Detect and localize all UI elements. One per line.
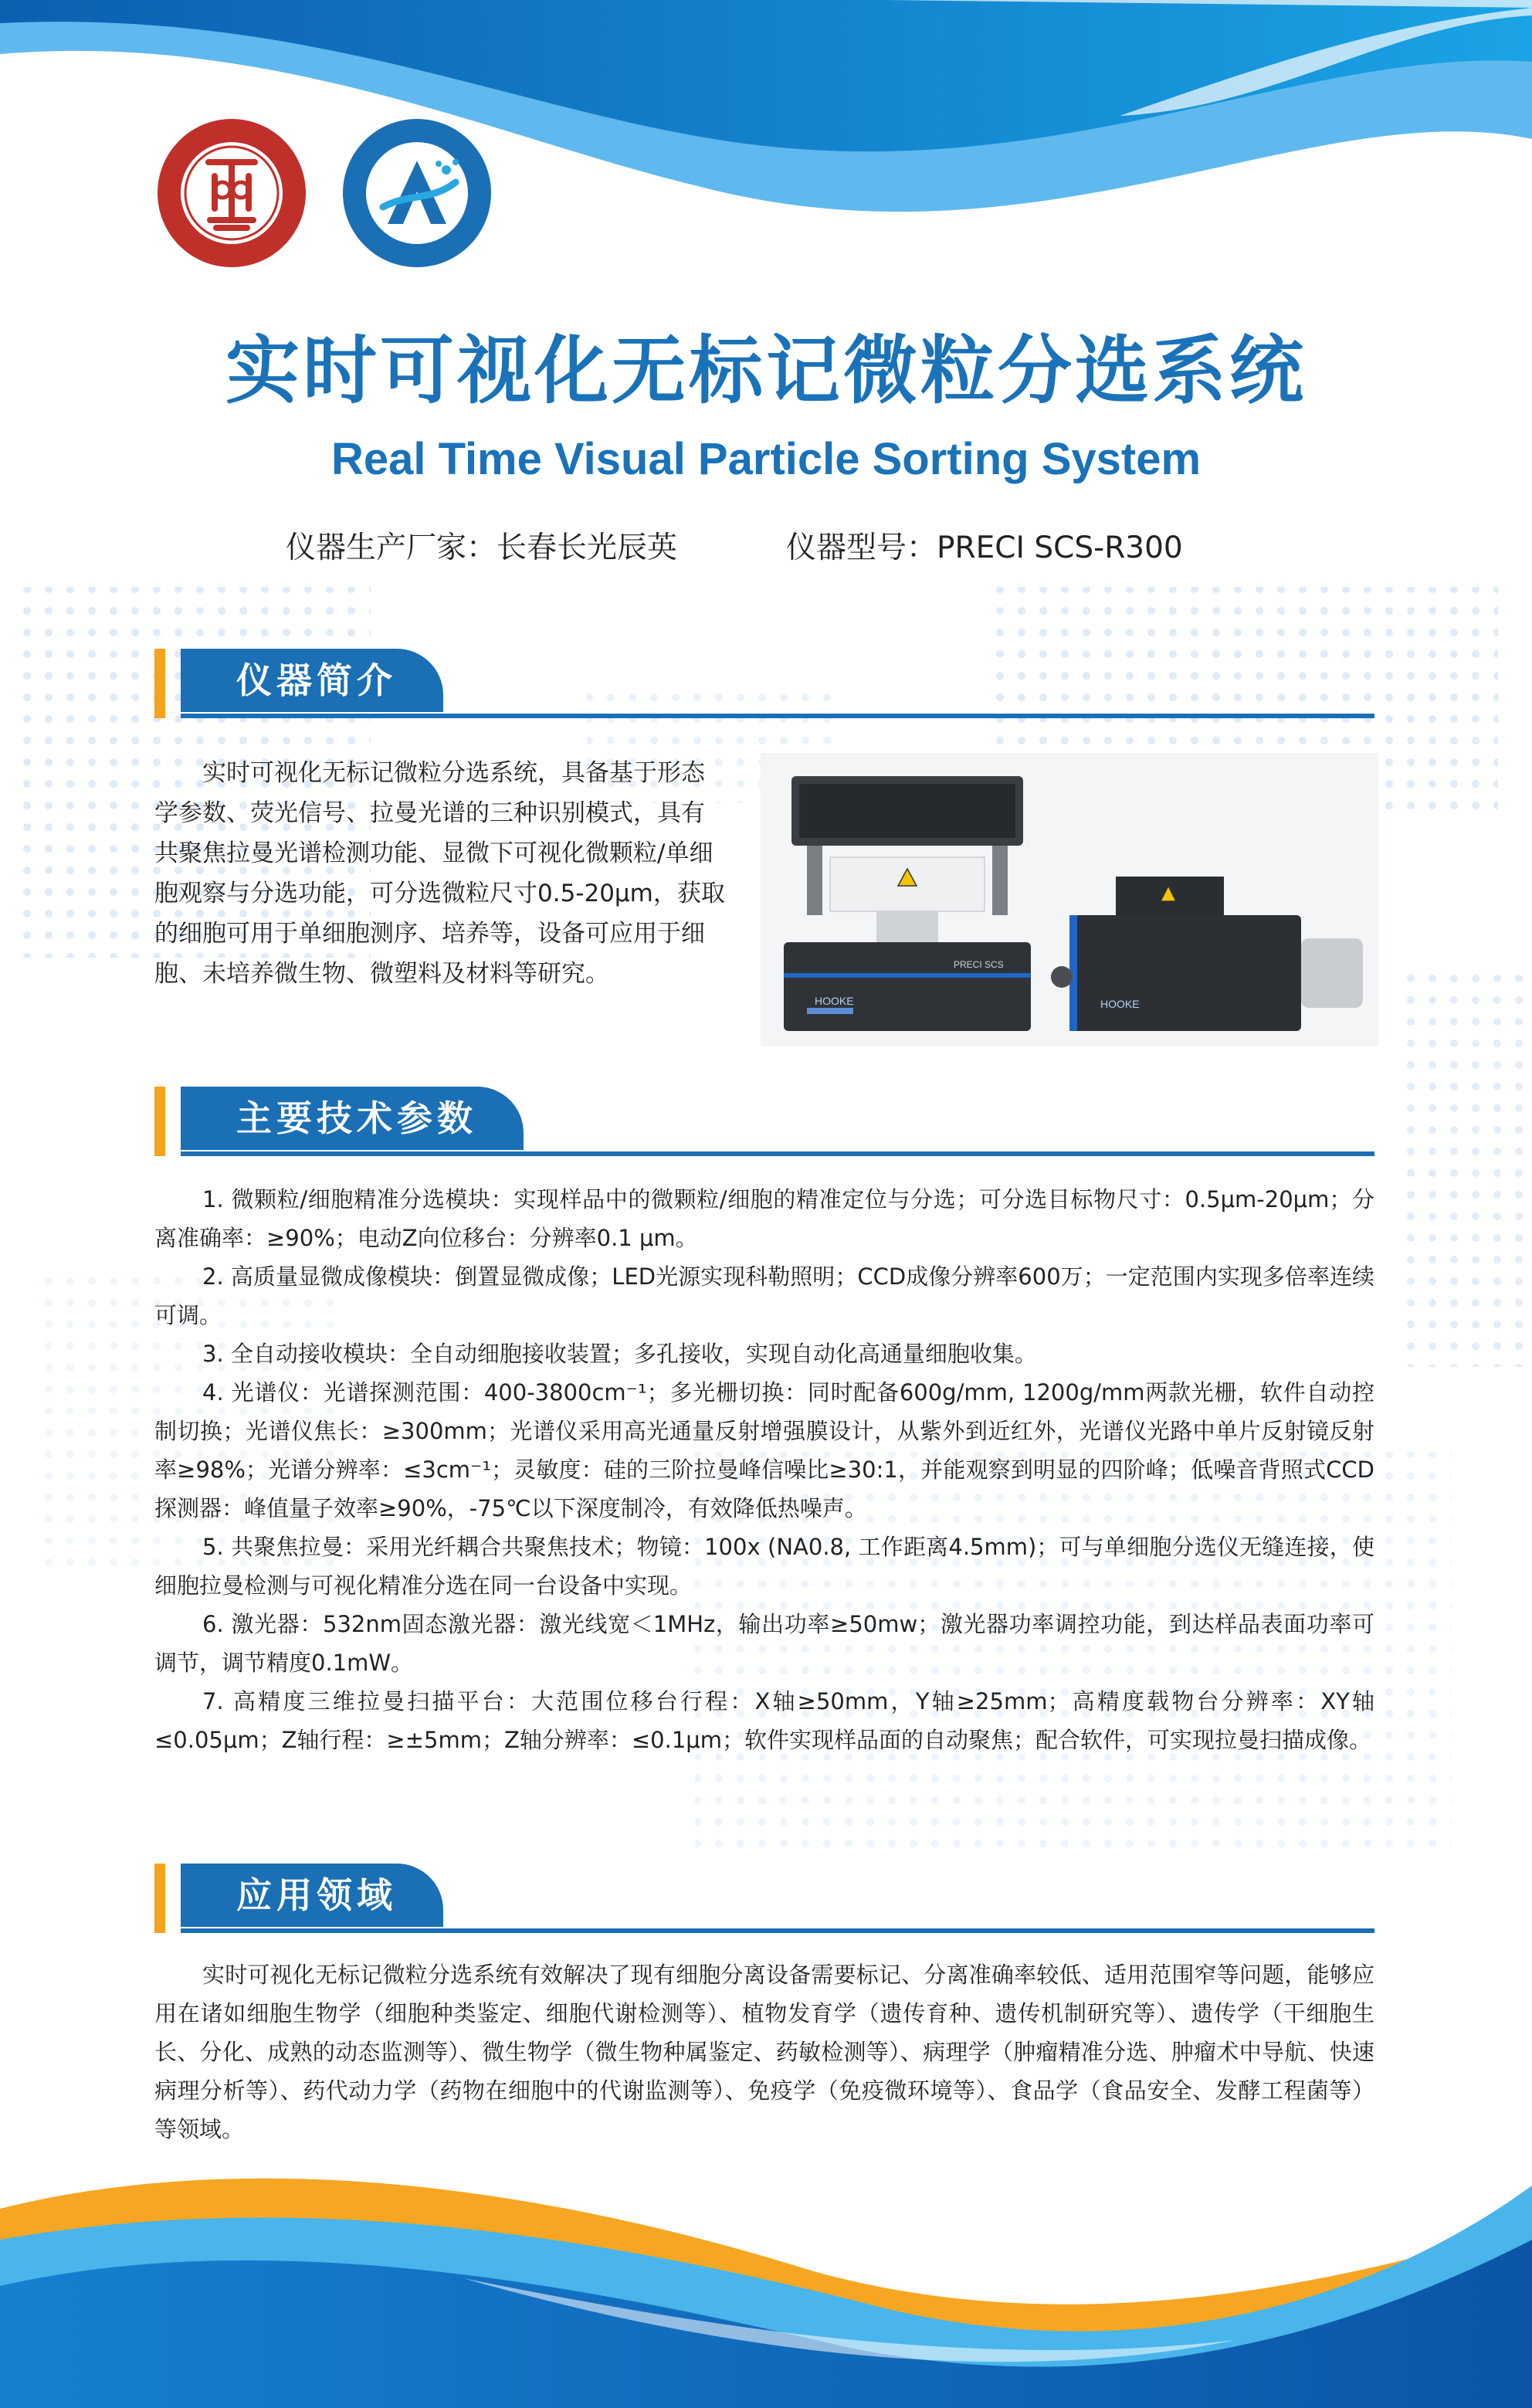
gdut-logo	[154, 116, 309, 270]
main-unit-base	[784, 942, 1031, 1031]
section-header-intro	[154, 649, 1374, 718]
param-item: 3. 全自动接收模块：全自动细胞接收装置；多孔接收，实现自动化高通量细胞收集。	[202, 1341, 1037, 1367]
section-accent-bar	[154, 1864, 165, 1933]
param-item: 7. 高精度三维拉曼扫描平台：大范围位移台行程：X轴≥50mm，Y轴≥25mm；高精度载物台分辨率：XY轴≤0.05μm；Z轴行程：≥±5mm；Z轴分辨率：≤0.1μm；软件实现样品面的自动聚焦；配合软件，可实现拉曼扫描成像。	[154, 1688, 1374, 1753]
section-accent-bar	[154, 1087, 165, 1156]
param-item: 1. 微颗粒/细胞精准分选模块：实现样品中的微颗粒/细胞的精准定位与分选；可分选目标物尺寸：0.5μm-20μm；分离准确率：≥90%；电动Z向位移台：分辨率0.1 μm。	[154, 1186, 1374, 1251]
section-header-params	[154, 1087, 1374, 1156]
section-rule	[181, 1928, 1374, 1933]
analysis-center-logo	[340, 116, 494, 270]
param-item: 6. 激光器：532nm固态激光器：激光线宽＜1MHz，输出功率≥50mw；激光器功率调控功能，到达样品表面功率可调节，调节精度0.1mW。	[154, 1611, 1374, 1676]
section-title-intro: 仪器简介	[181, 649, 443, 712]
param-item: 5. 共聚焦拉曼：采用光纤耦合共聚焦技术；物镜：100x (NA0.8, 工作距离4.5mm)；可与单细胞分选仪无缝连接，使细胞拉曼检测与可视化精准分选在同一台设备中实现。	[154, 1534, 1374, 1599]
param-item: 4. 光谱仪：光谱探测范围：400-3800cm⁻¹；多光栅切换：同时配备600g/mm, 1200g/mm两款光栅，软件自动控制切换；光谱仪焦长：≥300mm；光谱仪采用高光通量反射增强膜设计，从紫外到近红外，光谱仪光路中单片反射镜反射率≥98%；光谱分辨率：≤3cm⁻¹；灵敏度：硅的三阶拉曼峰信噪比≥30:1，并能观察到明显的四阶峰；低噪音背照式CCD探测器：峰值量子效率≥90%，-75℃以下深度制冷，有效降低热噪声。	[154, 1379, 1374, 1521]
side-brand-label: HOOKE	[1100, 998, 1140, 1010]
manufacturer: 仪器生产厂家：长春长光辰英	[286, 531, 678, 565]
spectrometer-unit	[1069, 915, 1301, 1031]
title-english: Real Time Visual Particle Sorting System	[330, 434, 1202, 484]
section-accent-bar	[154, 649, 165, 718]
param-item: 2. 高质量显微成像模块：倒置显微成像；LED光源实现科勒照明；CCD成像分辨率600万；一定范围内实现多倍率连续可调。	[154, 1263, 1374, 1328]
main-unit-label: PRECI SCS	[954, 959, 1004, 970]
product-photo	[761, 753, 1378, 1046]
main-brand-label: HOOKE	[815, 995, 854, 1007]
section-header-applications	[154, 1864, 1374, 1933]
title-chinese: 实时可视化无标记微粒分选系统	[225, 327, 1307, 414]
applications-paragraph: 实时可视化无标记微粒分选系统有效解决了现有细胞分离设备需要标记、分离准确率较低、适用范围窄等问题，能够应用在诸如细胞生物学（细胞种类鉴定、细胞代谢检测等）、植物发育学（遗传育种、遗传机制研究等）、遗传学（干细胞生长、分化、成熟的动态监测等）、微生物学（微生物种属鉴定、药敏检测等）、病理学（肿瘤精准分选、肿瘤术中导航、快速病理分析等）、药代动力学（药物在细胞中的代谢监测等）、免疫学（免疫微环境等）、食品学（食品安全、发酵工程菌等）等领域。	[154, 1962, 1374, 2142]
section-rule	[181, 714, 1374, 718]
section-title-params: 主要技术参数	[181, 1087, 524, 1150]
section-rule	[181, 1151, 1374, 1156]
instrument-illustration	[761, 753, 1378, 1046]
section-title-applications: 应用领域	[181, 1864, 443, 1927]
model-number: 仪器型号：PRECI SCS-R300	[786, 531, 1183, 565]
intro-paragraph: 实时可视化无标记微粒分选系统，具备基于形态学参数、荧光信号、拉曼光谱的三种识别模式，具有共聚焦拉曼光谱检测功能、显微下可视化微颗粒/单细胞观察与分选功能，可分选微粒尺寸0.5-20μm，获取的细胞可用于单细胞测序、培养等，设备可应用于细胞、未培养微生物、微塑料及材料等研究。	[154, 759, 725, 988]
params-list	[154, 1180, 1374, 1759]
